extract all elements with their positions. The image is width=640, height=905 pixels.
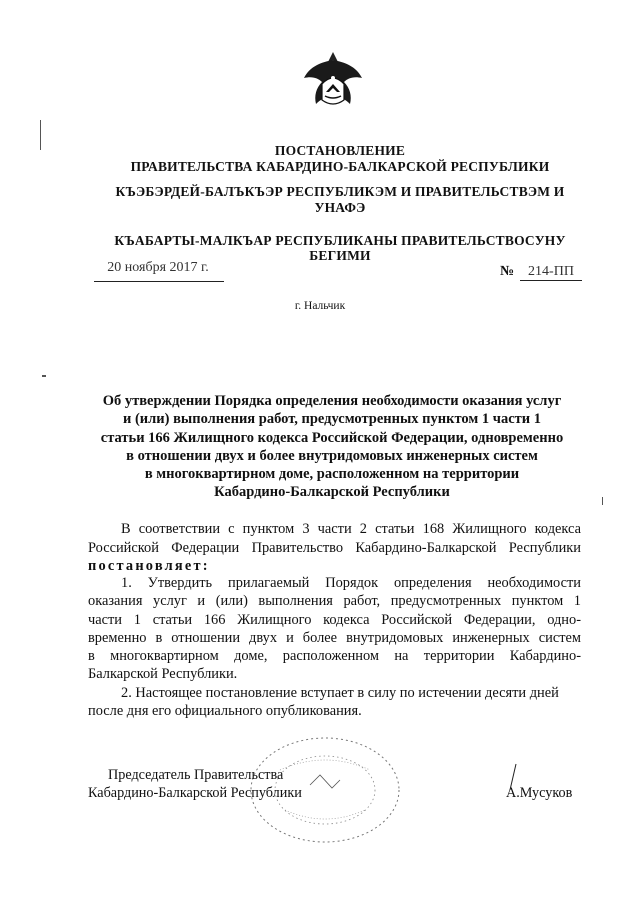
body-text-line: временно в отношении двух и более внутридомовых инженерных систем	[88, 630, 581, 646]
document-date: 20 ноября 2017 г.	[107, 260, 209, 275]
doc-type-heading: ПОСТАНОВЛЕНИЕ	[274, 143, 406, 158]
number-sign: №	[500, 264, 515, 279]
signatory-position-line2: Кабардино-Балкарской Республики	[88, 785, 302, 801]
document-title-line: в многоквартирном доме, расположенном на территории	[144, 466, 520, 482]
body-text-line: Российской Федерации Правительство Кабардино-Балкарской Республики	[88, 540, 581, 556]
body-text-line: 2. Настоящее постановление вступает в силу по истечении десяти дней	[121, 685, 559, 701]
document-title-line: статьи 166 Жилищного кодекса Российской Федерации, одновременно	[100, 430, 564, 446]
body-text-line: 1. Утвердить прилагаемый Порядок определения необходимости	[121, 575, 581, 591]
issuer-heading-ru: ПРАВИТЕЛЬСТВА КАБАРДИНО-БАЛКАРСКОЙ РЕСПУБЛИКИ	[130, 159, 550, 174]
document-title-line: в отношении двух и более внутридомовых инженерных систем	[126, 448, 538, 464]
scan-artifact-line	[602, 497, 603, 505]
scan-artifact-line	[42, 375, 46, 377]
body-text-line: оказания услуг и (или) выполнения работ, предусмотренных пунктом 1	[88, 593, 581, 609]
document-number: 214-ПП	[520, 264, 582, 281]
body-text-line: Балкарской Республики.	[88, 666, 238, 682]
signatory-name: А.Мусуков	[506, 785, 573, 801]
document-title-line: Об утверждении Порядка определения необходимости оказания услуг	[102, 393, 562, 409]
body-text-line: части 1 статьи 166 Жилищного кодекса Российской Федерации, одно-	[88, 612, 581, 628]
issuer-heading-kabardian-line2: УНАФЭ	[314, 200, 366, 215]
issuer-heading-balkar-line2: БЕГИМИ	[309, 248, 371, 263]
date-underline	[94, 281, 224, 282]
signatory-position-line1: Председатель Правительства	[108, 767, 284, 783]
body-text-line: В соответствии с пунктом 3 части 2 статьи 168 Жилищного кодекса	[121, 521, 581, 537]
issuer-heading-balkar-line1: КЪАБАРТЫ-МАЛКЪАР РЕСПУБЛИКАНЫ ПРАВИТЕЛЬСТВОСУНУ	[114, 233, 566, 248]
resolution-keyword: постановляет:	[88, 558, 210, 574]
document-title-line: и (или) выполнения работ, предусмотренных пунктом 1 части 1	[123, 411, 541, 427]
document-title-line: Кабардино-Балкарской Республики	[214, 484, 450, 500]
issuer-heading-kabardian-line1: КЪЭБЭРДЕЙ-БАЛЪКЪЭР РЕСПУБЛИКЭМ И ПРАВИТЕЛЬСТВЭМ И	[115, 184, 565, 199]
scan-artifact-line	[40, 120, 41, 150]
body-text-line: в многоквартирном доме, расположенном на территории Кабардино-	[88, 648, 581, 664]
coat-of-arms-emblem	[300, 48, 366, 114]
body-text-line: после дня его официального опубликования.	[88, 703, 362, 719]
issue-city: г. Нальчик	[294, 300, 346, 312]
